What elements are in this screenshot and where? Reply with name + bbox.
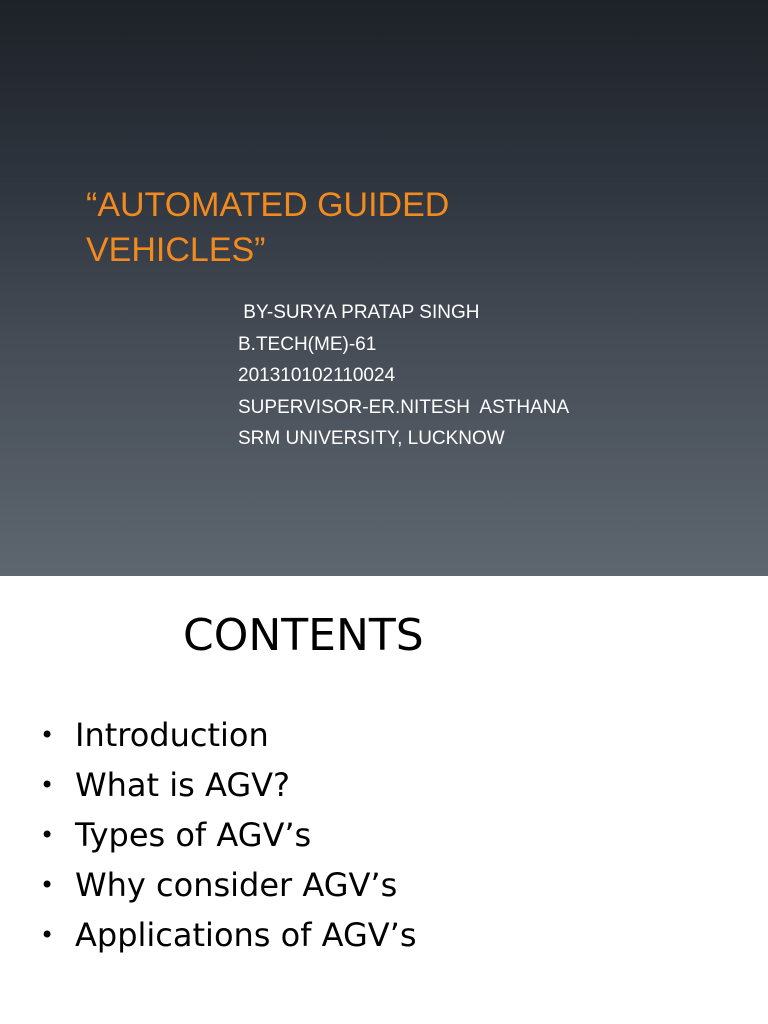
list-item	[40, 810, 417, 860]
contents-heading: CONTENTS	[183, 610, 424, 661]
list-item-label: Applications of AGV’s	[75, 916, 417, 954]
author-roll-number: 201310102110024	[238, 365, 396, 386]
university-name: SRM UNIVERSITY, LUCKNOW	[238, 428, 505, 449]
list-item	[40, 760, 417, 810]
bullet-icon: •	[40, 821, 55, 849]
author-course: B.TECH(ME)-61	[238, 333, 377, 355]
list-item-label: What is AGV?	[75, 766, 290, 804]
author-name: BY-SURYA PRATAP SINGH	[238, 302, 480, 323]
bullet-icon: •	[40, 721, 55, 749]
contents-list	[40, 710, 417, 960]
list-item-label: Types of AGV’s	[75, 816, 312, 854]
list-item	[40, 860, 417, 910]
bullet-icon: •	[40, 921, 55, 949]
list-item	[40, 910, 417, 960]
list-item-label: Why consider AGV’s	[75, 866, 398, 904]
author-info	[238, 297, 658, 455]
list-item-label: Introduction	[75, 716, 269, 754]
slide-title-line-1: “AUTOMATED GUIDED	[86, 186, 450, 224]
bullet-icon: •	[40, 771, 55, 799]
contents-slide	[0, 576, 768, 1024]
supervisor-name: SUPERVISOR-ER.NITESH ASTHANA	[238, 396, 570, 418]
list-item	[40, 710, 417, 760]
slide-title	[86, 183, 546, 273]
bullet-icon: •	[40, 871, 55, 899]
slide-title-line-2: VEHICLES”	[86, 231, 266, 269]
